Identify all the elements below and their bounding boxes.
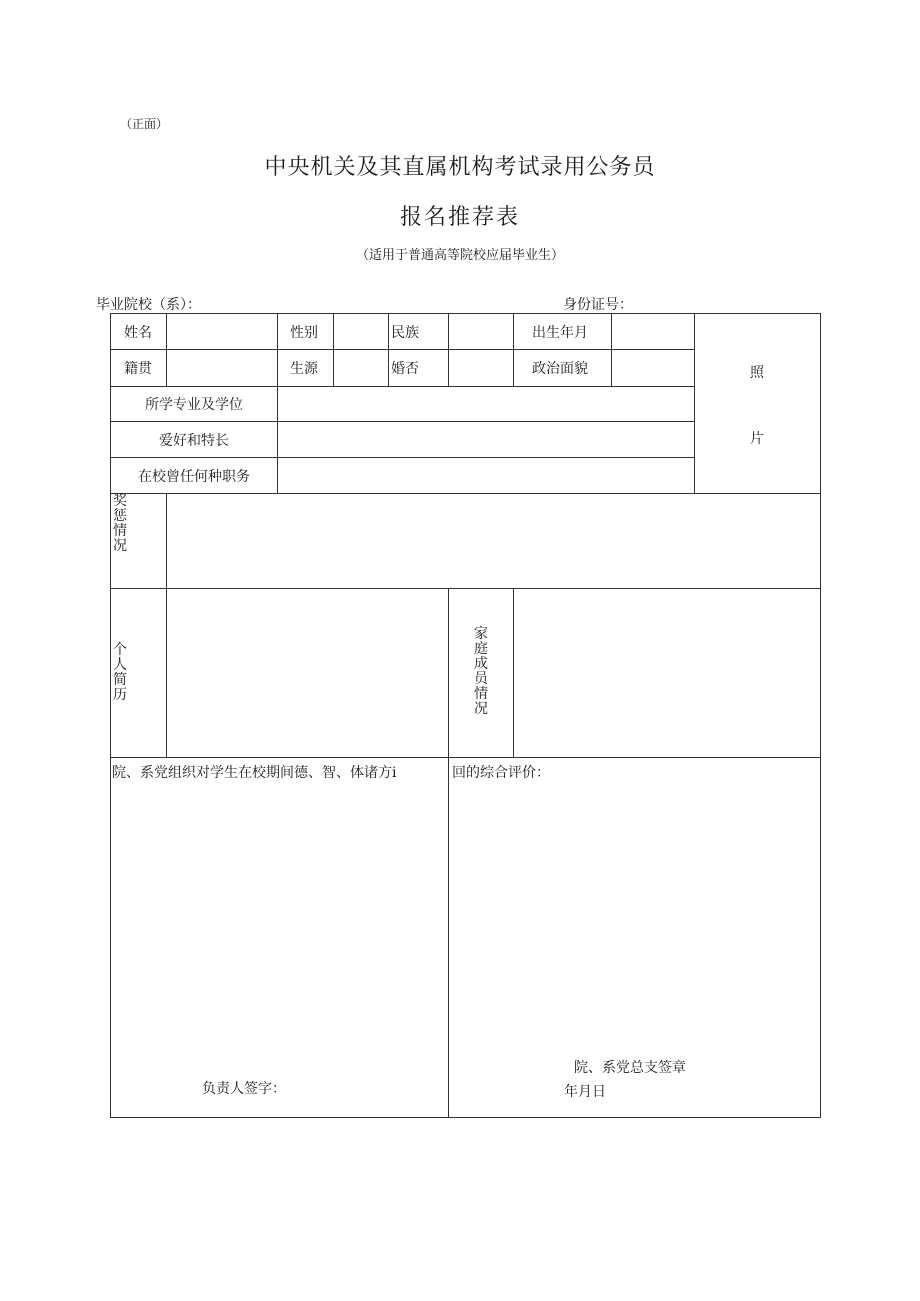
evaluation-label-left: 院、系党组织对学生在校期间德、智、体诸方i xyxy=(112,765,397,781)
row-divider-7 xyxy=(110,757,820,758)
major-label: 所学专业及学位 xyxy=(145,397,243,413)
gender-field[interactable] xyxy=(334,314,388,349)
family-label: 家庭成员情况 xyxy=(474,626,488,717)
marital-label: 婚否 xyxy=(391,361,419,377)
awards-label: 奖惩情况 xyxy=(113,493,127,554)
hobby-label: 爱好和特长 xyxy=(159,432,229,449)
photo-label-bottom: 片 xyxy=(750,431,764,447)
col-divider-f xyxy=(513,313,514,386)
date-label: 年月日 xyxy=(564,1084,606,1100)
side-label: （正面） xyxy=(120,117,169,131)
awards-field[interactable] xyxy=(167,494,820,588)
major-field[interactable] xyxy=(278,387,694,421)
ethnicity-field[interactable] xyxy=(449,314,513,349)
photo-box[interactable] xyxy=(695,314,820,493)
political-label: 政治面貌 xyxy=(532,361,588,377)
native-label: 籍贯 xyxy=(124,361,152,377)
form-scope-note: （适用于普通高等院校应届毕业生） xyxy=(355,248,564,263)
form-subtitle-main: 报名推荐表 xyxy=(399,205,520,230)
table-border-bottom xyxy=(110,1117,821,1118)
photo-label-top: 照 xyxy=(750,365,764,381)
marital-field[interactable] xyxy=(449,350,513,386)
resume-field[interactable] xyxy=(167,589,448,757)
evaluation-field-left[interactable] xyxy=(111,782,448,1052)
evaluation-field-right[interactable] xyxy=(449,782,820,1052)
political-field[interactable] xyxy=(612,350,694,386)
signature-label: 负责人签字： xyxy=(202,1081,286,1097)
name-field[interactable] xyxy=(167,314,277,349)
gender-label: 性别 xyxy=(290,324,318,341)
stamp-label: 院、系党总支签章 xyxy=(574,1060,686,1076)
position-field[interactable] xyxy=(278,458,694,493)
birth-field[interactable] xyxy=(612,314,694,349)
resume-label: 个人简历 xyxy=(113,642,127,703)
name-label: 姓名 xyxy=(124,324,152,341)
evaluation-label-right: 回的综合评价： xyxy=(452,765,550,781)
origin-label: 生源 xyxy=(290,361,318,377)
form-title: 中央机关及其直属机构考试录用公务员 xyxy=(264,155,656,180)
school-label: 毕业院校（系）： xyxy=(96,297,201,313)
position-label: 在校曾任何种职务 xyxy=(138,468,250,485)
native-field[interactable] xyxy=(167,350,277,386)
col-divider-d xyxy=(388,313,389,386)
table-border-right xyxy=(820,313,821,1118)
id-number-label: 身份证号： xyxy=(563,297,633,313)
hobby-field[interactable] xyxy=(278,422,694,457)
birth-label: 出生年月 xyxy=(532,324,588,341)
origin-field[interactable] xyxy=(334,350,388,386)
family-field[interactable] xyxy=(514,589,820,757)
ethnicity-label: 民族 xyxy=(391,324,419,341)
